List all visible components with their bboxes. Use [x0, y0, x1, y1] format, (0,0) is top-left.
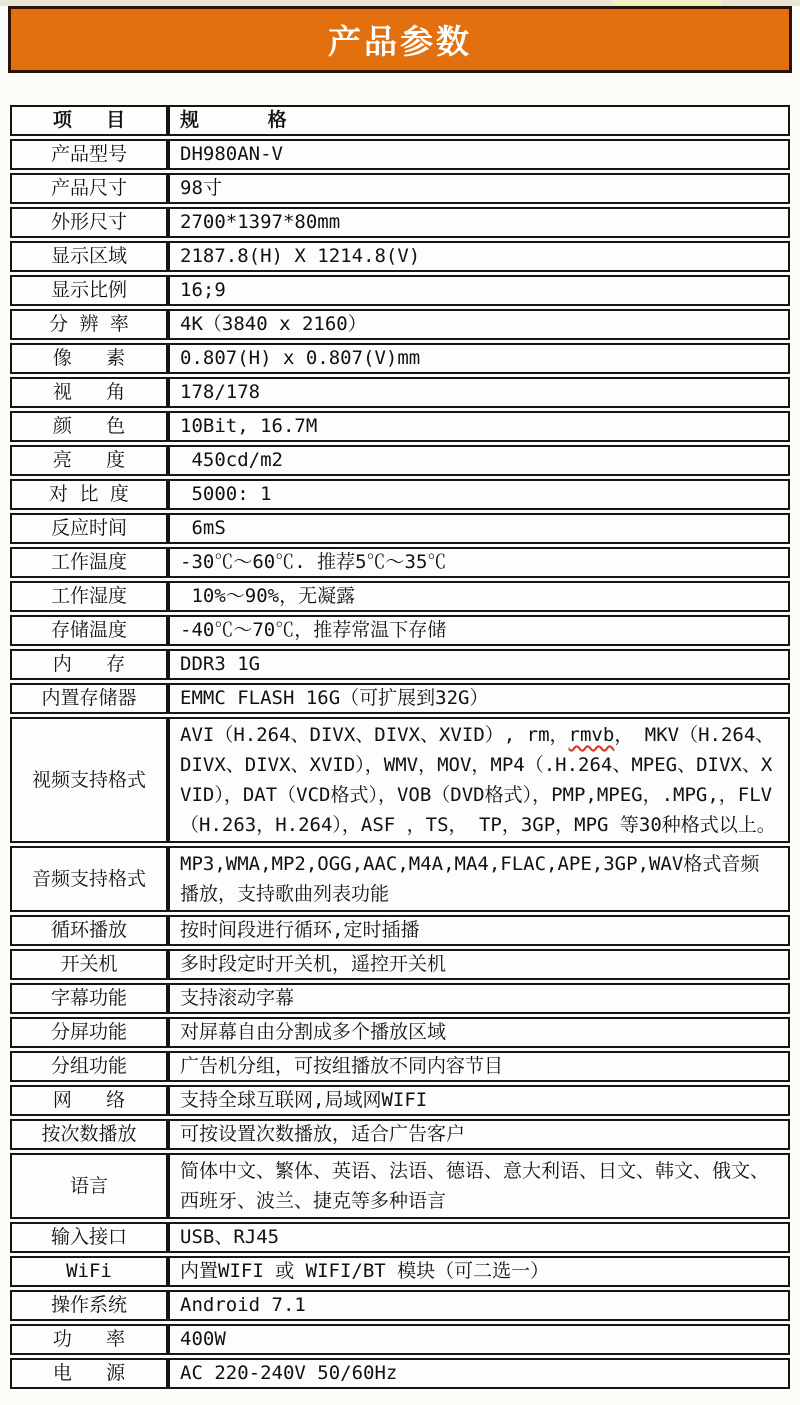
- row-value: 5000: 1: [168, 479, 790, 510]
- table-row-aspect-ratio: [10, 275, 790, 306]
- row-label: 工作温度: [10, 547, 168, 578]
- table-row-memory: [10, 649, 790, 680]
- table-row-operating-temperature: [10, 547, 790, 578]
- row-label: 对 比 度: [10, 479, 168, 510]
- row-value: MP3,WMA,MP2,OGG,AAC,M4A,MA4,FLAC,APE,3GP,WAV格式音频播放，支持歌曲列表功能: [168, 846, 790, 912]
- row-value: 2187.8(H) X 1214.8(V): [168, 241, 790, 272]
- table-row-pixel-pitch: [10, 343, 790, 374]
- table-row-languages: [10, 1153, 790, 1219]
- row-label: 音频支持格式: [10, 846, 168, 912]
- table-row-model: [10, 139, 790, 170]
- row-label: 电 源: [10, 1358, 168, 1389]
- table-row-power-on-off: [10, 949, 790, 980]
- row-value: EMMC FLASH 16G（可扩展到32G）: [168, 683, 790, 714]
- row-label: 产品尺寸: [10, 173, 168, 204]
- row-label: 颜 色: [10, 411, 168, 442]
- row-value: 多时段定时开关机，遥控开关机: [168, 949, 790, 980]
- table-row-power-consumption: [10, 1324, 790, 1355]
- spec-table: [10, 102, 790, 1392]
- row-value: AC 220-240V 50/60Hz: [168, 1358, 790, 1389]
- row-value: -30℃～60℃. 推荐5℃～35℃: [168, 547, 790, 578]
- row-value: 400W: [168, 1324, 790, 1355]
- table-row-response-time: [10, 513, 790, 544]
- row-value: 简体中文、繁体、英语、法语、德语、意大利语、日文、韩文、俄文、西班牙、波兰、捷克等多种语言: [168, 1153, 790, 1219]
- row-label: 网 络: [10, 1085, 168, 1116]
- table-row-display-area: [10, 241, 790, 272]
- row-label: 像 素: [10, 343, 168, 374]
- row-value: 按时间段进行循环,定时插播: [168, 915, 790, 946]
- row-label: WiFi: [10, 1256, 168, 1287]
- table-row-split-screen: [10, 1017, 790, 1048]
- table-row-loop-play: [10, 915, 790, 946]
- table-row-play-by-count: [10, 1119, 790, 1150]
- row-value: 广告机分组，可按组播放不同内容节目: [168, 1051, 790, 1082]
- row-label: 分组功能: [10, 1051, 168, 1082]
- table-row-wifi: [10, 1256, 790, 1287]
- row-value: 内置WIFI 或 WIFI/BT 模块（可二选一）: [168, 1256, 790, 1287]
- row-label: 按次数播放: [10, 1119, 168, 1150]
- table-row-input-ports: [10, 1222, 790, 1253]
- row-label: 内置存储器: [10, 683, 168, 714]
- row-value: DH980AN-V: [168, 139, 790, 170]
- table-row-contrast: [10, 479, 790, 510]
- table-header-row: [10, 105, 790, 136]
- row-value: 98寸: [168, 173, 790, 204]
- row-value: 450cd/m2: [168, 445, 790, 476]
- row-value: 4K（3840 x 2160）: [168, 309, 790, 340]
- row-label: 语言: [10, 1153, 168, 1219]
- banner: [8, 6, 792, 73]
- video-formats-text: ， MKV（H.264、DIVX、DIVX、XVID），WMV，MOV，MP4（.H.264、MPEG、DIVX、XVID），DAT（VCD格式），VOB（DVD格式），PMP,MPEG，.MPG,，FLV（H.263，H.264），ASF ，TS， TP，3GP，MPG 等30种格式以上。: [180, 724, 776, 836]
- table-row-resolution: [10, 309, 790, 340]
- table-row-grouping: [10, 1051, 790, 1082]
- row-value: DDR3 1G: [168, 649, 790, 680]
- row-value: 6mS: [168, 513, 790, 544]
- table-row-brightness: [10, 445, 790, 476]
- table-row-video-formats: [10, 717, 790, 843]
- row-value: 10%～90%，无凝露: [168, 581, 790, 612]
- row-label: 亮 度: [10, 445, 168, 476]
- column-header-item: 项 目: [10, 105, 168, 136]
- page-top-strip: [0, 0, 800, 6]
- row-value: USB、RJ45: [168, 1222, 790, 1253]
- row-value: 0.807(H) x 0.807(V)mm: [168, 343, 790, 374]
- table-row-operating-humidity: [10, 581, 790, 612]
- table-row-internal-storage: [10, 683, 790, 714]
- page-title: 产品参数: [328, 22, 472, 61]
- table-row-size: [10, 173, 790, 204]
- table-row-subtitle-function: [10, 983, 790, 1014]
- row-value: 可按设置次数播放，适合广告客户: [168, 1119, 790, 1150]
- row-label: 显示比例: [10, 275, 168, 306]
- row-value: Android 7.1: [168, 1290, 790, 1321]
- row-value: 支持滚动字幕: [168, 983, 790, 1014]
- row-label: 功 率: [10, 1324, 168, 1355]
- row-label: 视频支持格式: [10, 717, 168, 843]
- row-label: 内 存: [10, 649, 168, 680]
- row-value: [168, 717, 790, 843]
- row-label: 操作系统: [10, 1290, 168, 1321]
- row-value: 10Bit, 16.7M: [168, 411, 790, 442]
- top-strip-accent: [612, 0, 722, 6]
- row-value: -40℃～70℃，推荐常温下存储: [168, 615, 790, 646]
- row-label: 显示区域: [10, 241, 168, 272]
- row-label: 分屏功能: [10, 1017, 168, 1048]
- table-row-audio-formats: [10, 846, 790, 912]
- row-value: 2700*1397*80mm: [168, 207, 790, 238]
- table-row-power-supply: [10, 1358, 790, 1389]
- column-header-spec: 规 格: [168, 105, 790, 136]
- row-label: 字幕功能: [10, 983, 168, 1014]
- video-formats-text: AVI（H.264、DIVX、DIVX、XVID）, rm，: [180, 724, 569, 746]
- row-label: 循环播放: [10, 915, 168, 946]
- table-row-viewing-angle: [10, 377, 790, 408]
- row-label: 开关机: [10, 949, 168, 980]
- row-label: 反应时间: [10, 513, 168, 544]
- row-label: 工作湿度: [10, 581, 168, 612]
- table-row-storage-temperature: [10, 615, 790, 646]
- row-value: 对屏幕自由分割成多个播放区域: [168, 1017, 790, 1048]
- row-label: 产品型号: [10, 139, 168, 170]
- row-label: 输入接口: [10, 1222, 168, 1253]
- row-value: 178/178: [168, 377, 790, 408]
- rmvb-spellcheck-text: rmvb: [568, 724, 615, 746]
- row-value: 支持全球互联网,局域网WIFI: [168, 1085, 790, 1116]
- row-label: 外形尺寸: [10, 207, 168, 238]
- table-row-operating-system: [10, 1290, 790, 1321]
- table-row-outline-dimensions: [10, 207, 790, 238]
- row-value: 16;9: [168, 275, 790, 306]
- table-row-color: [10, 411, 790, 442]
- row-label: 视 角: [10, 377, 168, 408]
- row-label: 存储温度: [10, 615, 168, 646]
- row-label: 分 辨 率: [10, 309, 168, 340]
- table-row-network: [10, 1085, 790, 1116]
